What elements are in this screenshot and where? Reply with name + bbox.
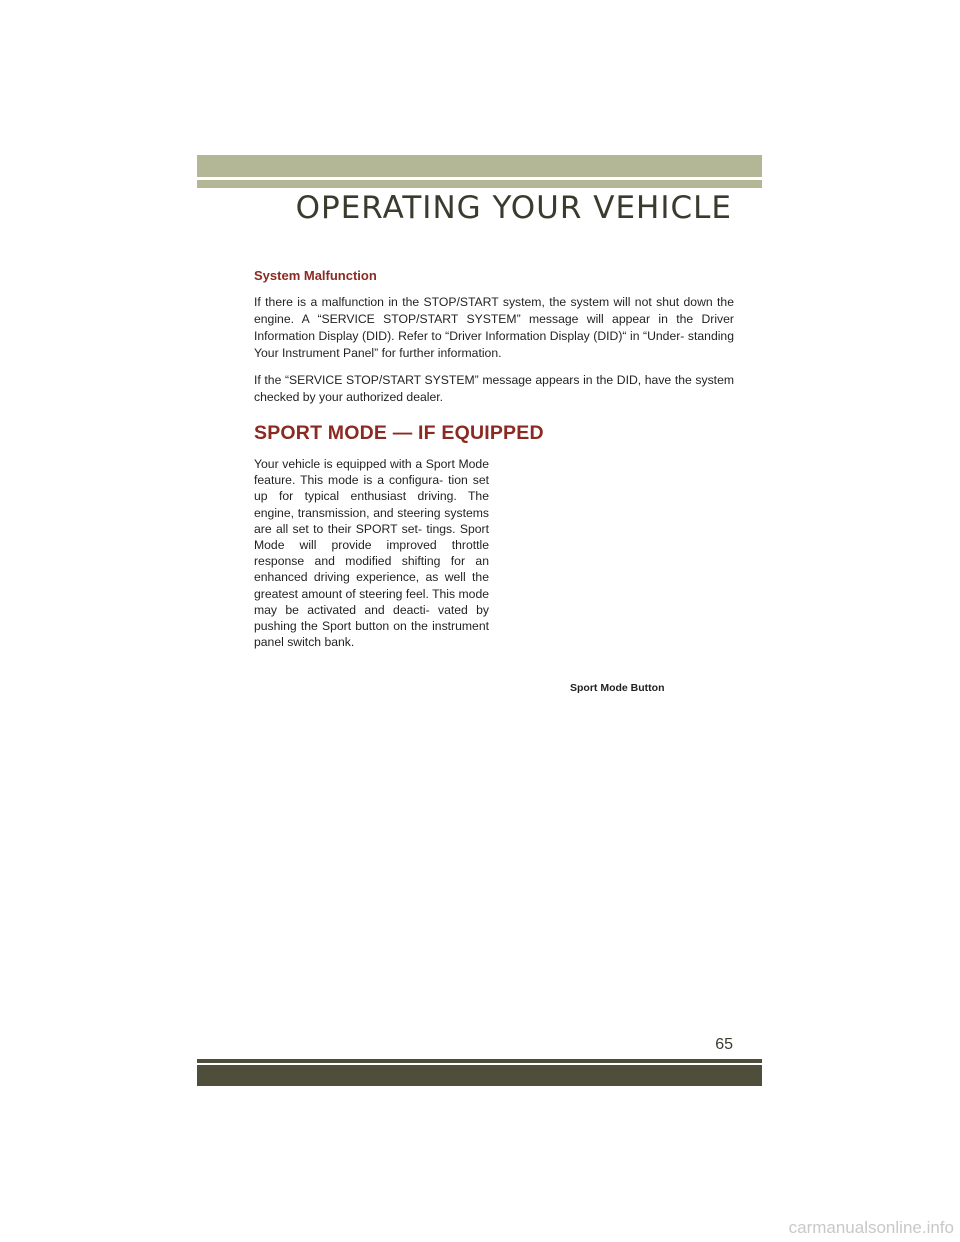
sport-mode-heading: SPORT MODE — IF EQUIPPED bbox=[254, 422, 544, 444]
watermark-text: carmanualsonline.info bbox=[788, 1218, 954, 1237]
page-content bbox=[254, 268, 734, 650]
system-malfunction-paragraph-1: If there is a malfunction in the STOP/START system, the system will not shut down the engine. A “SERVICE STOP/START SYSTEM” message will appear in the Driver Information Display (DID). Refer to “Driver Information Display (DID)“ in “Under- standing Your Instrument Panel” for further information. bbox=[254, 295, 734, 360]
page-number: 65 bbox=[715, 1036, 733, 1053]
header-divider bbox=[197, 180, 762, 188]
header-band bbox=[197, 155, 762, 177]
sport-mode-paragraph: Your vehicle is equipped with a Sport Mode feature. This mode is a configura- tion set up for typical enthusiast driving. The engine, transmission, and steering systems are all set to their SPORT set- tings. Sport Mode will provide improved throttle response and modified shifting for an enhanced driving experience, as well the greatest amount of steering feel. This mode may be activated and deacti- vated by pushing the Sport button on the instrument panel switch bank. bbox=[254, 457, 489, 650]
figure-caption: Sport Mode Button bbox=[570, 682, 665, 694]
footer-divider bbox=[197, 1059, 762, 1063]
system-malfunction-heading: System Malfunction bbox=[254, 268, 377, 283]
chapter-title: OPERATING YOUR VEHICLE bbox=[295, 190, 732, 226]
footer-band bbox=[197, 1065, 762, 1086]
system-malfunction-paragraph-2: If the “SERVICE STOP/START SYSTEM” message appears in the DID, have the system checked by your authorized dealer. bbox=[254, 373, 734, 404]
